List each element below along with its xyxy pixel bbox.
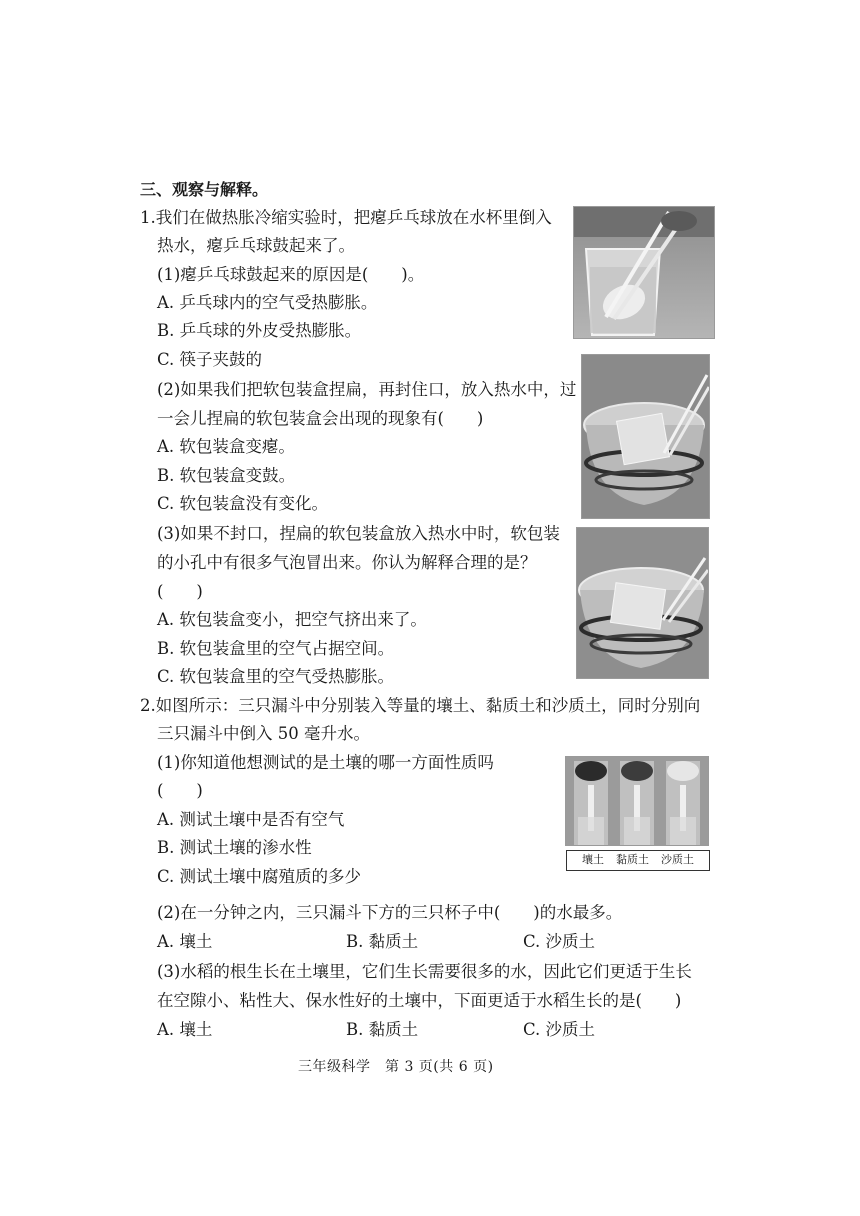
q2-sub1-option-a: A. 测试土壤中是否有空气	[157, 810, 345, 829]
q1-sub1-option-b: B. 乒乓球的外皮受热膨胀。	[157, 321, 362, 340]
q2-stem-line2: 三只漏斗中倒入 50 毫升水。	[157, 724, 370, 743]
q2-sub3-option-b: B. 黏质土	[346, 1020, 419, 1039]
q1-sub3-question-line3: ( )	[157, 582, 203, 601]
ping-pong-glass-photo	[573, 206, 715, 339]
q1-stem-line1: 1.我们在做热胀冷缩实验时，把瘪乒乓球放在水杯里倒入	[140, 208, 552, 227]
q1-sub2-question-line1: (2)如果我们把软包装盒捏扁，再封住口，放入热水中，过	[157, 380, 577, 399]
q1-sub3-option-c: C. 软包装盒里的空气受热膨胀。	[157, 667, 395, 686]
q2-stem-line1: 2.如图所示：三只漏斗中分别装入等量的壤土、黏质土和沙质土，同时分别向	[140, 696, 701, 715]
page-footer: 三年级科学 第 3 页(共 6 页)	[298, 1059, 494, 1075]
q1-stem-line2: 热水，瘪乒乓球鼓起来了。	[157, 236, 355, 255]
q2-sub1-question-line1: (1)你知道他想测试的是土壤的哪一方面性质吗	[157, 753, 494, 772]
q2-sub3-option-a: A. 壤土	[157, 1020, 213, 1039]
q1-sub3-option-a: A. 软包装盒变小，把空气挤出来了。	[157, 610, 427, 629]
section-title: 三、观察与解释。	[140, 180, 269, 199]
q1-sub1-option-c: C. 筷子夹鼓的	[157, 350, 263, 369]
q2-sub2-option-b: B. 黏质土	[346, 932, 419, 951]
q2-sub1-question-line2: ( )	[157, 781, 203, 800]
q1-sub2-option-a: A. 软包装盒变瘪。	[157, 437, 295, 456]
q2-sub3-option-c: C. 沙质土	[523, 1020, 596, 1039]
soil-figure-caption	[566, 850, 710, 871]
q2-sub2-question: (2)在一分钟之内，三只漏斗下方的三只杯子中( )的水最多。	[157, 903, 623, 922]
soil-funnels-photo	[565, 756, 709, 846]
q1-sub3-option-b: B. 软包装盒里的空气占据空间。	[157, 639, 395, 658]
q2-sub2-option-a: A. 壤土	[157, 932, 213, 951]
q1-sub1-question: (1)瘪乒乓球鼓起来的原因是( )。	[157, 265, 425, 284]
q2-sub3-question-line1: (3)水稻的根生长在土壤里，它们生长需要很多的水，因此它们更适于生长	[157, 962, 692, 981]
q1-sub2-option-b: B. 软包装盒变鼓。	[157, 466, 296, 485]
q1-sub2-question-line2: 一会儿捏扁的软包装盒会出现的现象有( )	[157, 409, 484, 428]
q2-sub2-option-c: C. 沙质土	[523, 932, 596, 951]
label-loam: 壤土	[582, 853, 604, 866]
q2-sub1-option-b: B. 测试土壤的渗水性	[157, 838, 312, 857]
juice-box-bowl-photo-2	[576, 527, 709, 679]
q1-sub3-question-line2: 的小孔中有很多气泡冒出来。你认为解释合理的是？	[157, 553, 537, 572]
juice-box-bowl-photo-1	[581, 354, 710, 519]
q1-sub2-option-c: C. 软包装盒没有变化。	[157, 494, 329, 513]
q2-sub1-option-c: C. 测试土壤中腐殖质的多少	[157, 867, 362, 886]
q1-sub3-question-line1: (3)如果不封口，捏扁的软包装盒放入热水中时，软包装	[157, 524, 560, 543]
q2-sub3-question-line2: 在空隙小、粘性大、保水性好的土壤中，下面更适于水稻生长的是( )	[157, 991, 682, 1010]
q1-sub1-option-a: A. 乒乓球内的空气受热膨胀。	[157, 293, 378, 312]
label-clay: 黏质土	[616, 853, 649, 866]
label-sandy: 沙质土	[661, 853, 694, 866]
